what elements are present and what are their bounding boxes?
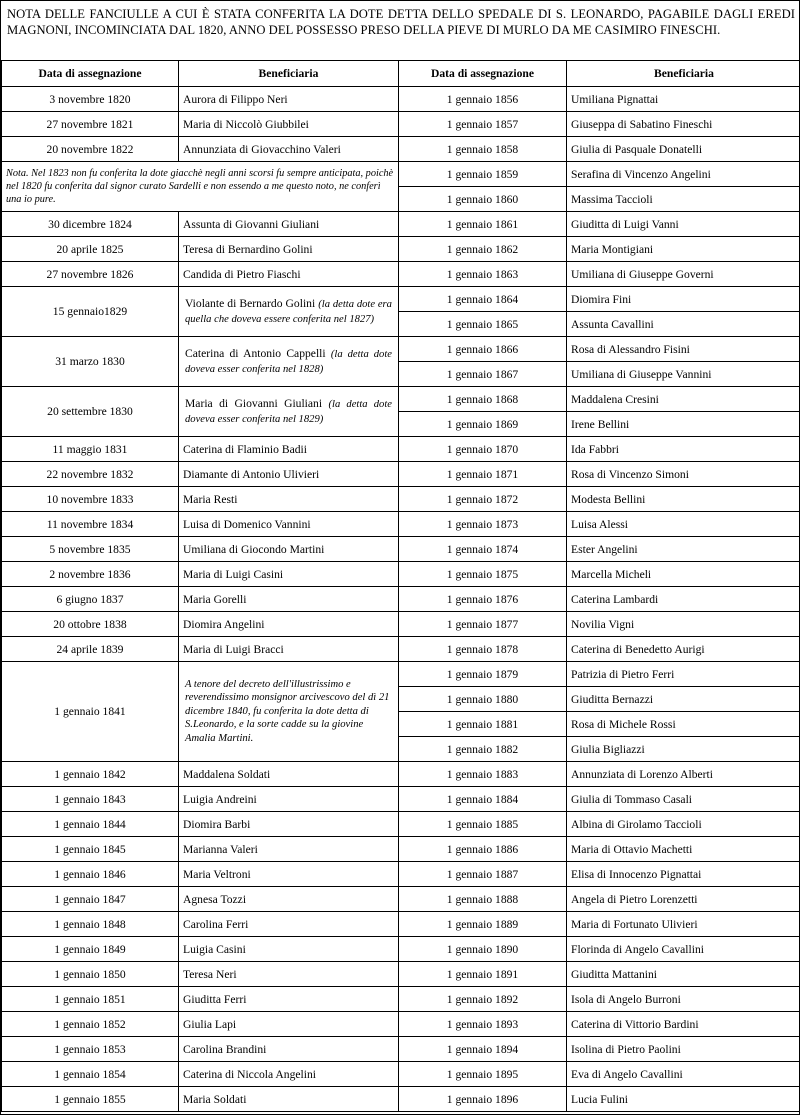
date-cell: 31 marzo 1830 [2,337,179,387]
beneficiary-cell: Maria di Luigi Casini [179,562,399,587]
date-cell: 1 gennaio 1882 [399,737,567,762]
beneficiary-cell: Irene Bellini [567,412,800,437]
beneficiary-cell: Florinda di Angelo Cavallini [567,937,800,962]
table-row [2,1037,800,1062]
beneficiary-cell: Annunziata di Lorenzo Alberti [567,762,800,787]
table-row [2,1087,800,1112]
beneficiary-cell: Rosa di Alessandro Fisini [567,337,800,362]
beneficiary-cell: Caterina di Flaminio Badii [179,437,399,462]
date-cell: 1 gennaio 1851 [2,987,179,1012]
date-cell: 1 gennaio 1848 [2,912,179,937]
table-row [2,487,800,512]
beneficiary-cell: Maddalena Cresini [567,387,800,412]
table-row [2,787,800,812]
beneficiary-cell: Umiliana di Giuseppe Governi [567,262,800,287]
dowry-table [1,60,800,1112]
beneficiary-cell: Assunta Cavallini [567,312,800,337]
document-title: NOTA DELLE FANCIULLE A CUI È STATA CONFERITA LA DOTE DETTA DELLO SPEDALE DI S. LEONARDO, PAGABILE DAGLI EREDI MAGNONI, INCOMINCIATA DAL 1820, ANNO DEL POSSESSO PRESO DELLA PIEVE DI MURLO DA ME CASIMIRO FINESCHI. [7,7,795,37]
table-row [2,462,800,487]
beneficiary-name: Maria di Giovanni Giuliani [185,396,323,410]
beneficiary-cell: Aurora di Filippo Neri [179,87,399,112]
date-cell: 1 gennaio 1878 [399,637,567,662]
date-cell: 1 gennaio 1884 [399,787,567,812]
beneficiary-cell: Rosa di Michele Rossi [567,712,800,737]
beneficiary-cell: Umiliana Pignattai [567,87,800,112]
date-cell: 1 gennaio 1874 [399,537,567,562]
table-row [2,912,800,937]
date-cell: 1 gennaio 1875 [399,562,567,587]
date-cell: 24 aprile 1839 [2,637,179,662]
header-beneficiary-right: Beneficiaria [567,61,800,87]
header-date-right: Data di assegnazione [399,61,567,87]
beneficiary-cell: Maria Soldati [179,1087,399,1112]
table-row [2,287,800,312]
beneficiary-cell: Modesta Bellini [567,487,800,512]
date-cell: 1 gennaio 1873 [399,512,567,537]
date-cell: 1 gennaio 1868 [399,387,567,412]
beneficiary-cell: Giulia Lapi [179,1012,399,1037]
table-row [2,762,800,787]
date-cell: 1 gennaio 1857 [399,112,567,137]
date-cell: 20 ottobre 1838 [2,612,179,637]
date-cell: 1 gennaio 1864 [399,287,567,312]
beneficiary-cell: Giuditta Mattanini [567,962,800,987]
beneficiary-cell: Albina di Girolamo Taccioli [567,812,800,837]
beneficiary-cell: Ida Fabbri [567,437,800,462]
date-cell: 1 gennaio 1860 [399,187,567,212]
date-cell: 1 gennaio 1887 [399,862,567,887]
date-cell: 1 gennaio 1859 [399,162,567,187]
table-row [2,437,800,462]
table-row [2,837,800,862]
date-cell: 22 novembre 1832 [2,462,179,487]
beneficiary-cell: Candida di Pietro Fiaschi [179,262,399,287]
date-cell: 10 novembre 1833 [2,487,179,512]
table-row [2,812,800,837]
date-cell: 1 gennaio 1888 [399,887,567,912]
table-row [2,862,800,887]
table-row [2,987,800,1012]
date-cell: 20 settembre 1830 [2,387,179,437]
date-cell: 1 gennaio 1853 [2,1037,179,1062]
date-cell: 1 gennaio 1861 [399,212,567,237]
table-row [2,1062,800,1087]
date-cell: 1 gennaio 1846 [2,862,179,887]
date-cell: 1 gennaio 1854 [2,1062,179,1087]
table-row [2,612,800,637]
beneficiary-cell: Umiliana di Giocondo Martini [179,537,399,562]
beneficiary-cell: Caterina Lambardi [567,587,800,612]
beneficiary-cell: Maria di Fortunato Ulivieri [567,912,800,937]
beneficiary-cell: A tenore del decreto dell'illustrissimo e reverendissimo monsignor arcivescovo del dì 21 dicembre 1840, fu conferita la dote detta di S.Leonardo, e la sorte cadde su la giovine Amalia Martini. [179,662,399,762]
table-row [2,337,800,362]
table-row [2,512,800,537]
date-cell: 1 gennaio 1841 [2,662,179,762]
beneficiary-cell: Luisa di Domenico Vannini [179,512,399,537]
table-row [2,162,800,187]
beneficiary-cell: Giulia Bigliazzi [567,737,800,762]
beneficiary-cell: Caterina di Vittorio Bardini [567,1012,800,1037]
beneficiary-cell: Giuseppa di Sabatino Fineschi [567,112,800,137]
beneficiary-cell: Novilia Vigni [567,612,800,637]
date-cell: 1 gennaio 1876 [399,587,567,612]
beneficiary-cell: Diamante di Antonio Ulivieri [179,462,399,487]
beneficiary-cell: Giuditta Bernazzi [567,687,800,712]
beneficiary-cell: Carolina Ferri [179,912,399,937]
table-row [2,237,800,262]
date-cell: 1 gennaio 1844 [2,812,179,837]
date-cell: 1 gennaio 1891 [399,962,567,987]
header-row [2,61,800,87]
date-cell: 15 gennaio1829 [2,287,179,337]
beneficiary-cell: Diomira Angelini [179,612,399,637]
table-row [2,637,800,662]
table-row [2,212,800,237]
beneficiary-cell: Luisa Alessi [567,512,800,537]
beneficiary-cell: Maria Veltroni [179,862,399,887]
beneficiary-cell: Agnesa Tozzi [179,887,399,912]
date-cell: 1 gennaio 1865 [399,312,567,337]
date-cell: 1 gennaio 1877 [399,612,567,637]
date-cell: 1 gennaio 1890 [399,937,567,962]
table-row [2,1012,800,1037]
date-cell: 1 gennaio 1842 [2,762,179,787]
date-cell: 1 gennaio 1856 [399,87,567,112]
table-row [2,662,800,687]
beneficiary-cell: Isolina di Pietro Paolini [567,1037,800,1062]
beneficiary-cell: Eva di Angelo Cavallini [567,1062,800,1087]
beneficiary-name: Violante di Bernardo Golini [185,296,316,310]
beneficiary-cell: Serafina di Vincenzo Angelini [567,162,800,187]
date-cell: 1 gennaio 1871 [399,462,567,487]
beneficiary-note: (la detta dote doveva esser conferita nel 1829) [185,398,392,425]
beneficiary-cell [179,337,399,387]
beneficiary-cell: Annunziata di Giovacchino Valeri [179,137,399,162]
date-cell: 1 gennaio 1866 [399,337,567,362]
beneficiary-cell: Ester Angelini [567,537,800,562]
beneficiary-cell: Maria di Ottavio Machetti [567,837,800,862]
date-cell: 1 gennaio 1892 [399,987,567,1012]
date-cell: 1 gennaio 1872 [399,487,567,512]
date-cell: 1 gennaio 1896 [399,1087,567,1112]
date-cell: 1 gennaio 1870 [399,437,567,462]
date-cell: 1 gennaio 1847 [2,887,179,912]
date-cell: 1 gennaio 1881 [399,712,567,737]
beneficiary-cell: Carolina Brandini [179,1037,399,1062]
note-1823: Nota. Nel 1823 non fu conferita la dote giacchè negli anni scorsi fu sempre anticipata, poichè nel 1820 fu conferita dal signor curato Sardelli e non essendo a me questo noto, ne conferì una io pure. [2,162,399,212]
beneficiary-cell: Giulia di Pasquale Donatelli [567,137,800,162]
beneficiary-cell: Marcella Micheli [567,562,800,587]
beneficiary-cell [179,387,399,437]
date-cell: 1 gennaio 1869 [399,412,567,437]
beneficiary-cell: Maria Resti [179,487,399,512]
beneficiary-cell: Caterina di Benedetto Aurigi [567,637,800,662]
table-row [2,887,800,912]
beneficiary-cell: Marianna Valeri [179,837,399,862]
table-row [2,562,800,587]
date-cell: 1 gennaio 1889 [399,912,567,937]
table-row [2,87,800,112]
date-cell: 1 gennaio 1852 [2,1012,179,1037]
date-cell: 1 gennaio 1886 [399,837,567,862]
date-cell: 1 gennaio 1883 [399,762,567,787]
beneficiary-cell: Isola di Angelo Burroni [567,987,800,1012]
beneficiary-cell: Teresa di Bernardino Golini [179,237,399,262]
beneficiary-cell: Giulia di Tommaso Casali [567,787,800,812]
beneficiary-cell: Maria Gorelli [179,587,399,612]
beneficiary-cell: Angela di Pietro Lorenzetti [567,887,800,912]
header-beneficiary-left: Beneficiaria [179,61,399,87]
date-cell: 20 aprile 1825 [2,237,179,262]
beneficiary-cell: Diomira Fini [567,287,800,312]
beneficiary-cell: Diomira Barbi [179,812,399,837]
date-cell: 2 novembre 1836 [2,562,179,587]
beneficiary-note: (la detta dote doveva esser conferita nel 1828) [185,348,392,375]
table-row [2,112,800,137]
beneficiary-cell: Maria di Niccolò Giubbilei [179,112,399,137]
date-cell: 3 novembre 1820 [2,87,179,112]
date-cell: 1 gennaio 1895 [399,1062,567,1087]
date-cell: 6 giugno 1837 [2,587,179,612]
date-cell: 30 dicembre 1824 [2,212,179,237]
date-cell: 27 novembre 1826 [2,262,179,287]
date-cell: 1 gennaio 1880 [399,687,567,712]
beneficiary-cell: Maria di Luigi Bracci [179,637,399,662]
beneficiary-cell: Luigia Casini [179,937,399,962]
table-row [2,537,800,562]
beneficiary-name: Caterina di Antonio Cappelli [185,346,326,360]
date-cell: 1 gennaio 1862 [399,237,567,262]
date-cell: 5 novembre 1835 [2,537,179,562]
table-row [2,137,800,162]
beneficiary-cell: Patrizia di Pietro Ferri [567,662,800,687]
beneficiary-cell [179,287,399,337]
beneficiary-cell: Giuditta di Luigi Vanni [567,212,800,237]
table-row [2,962,800,987]
beneficiary-cell: Maddalena Soldati [179,762,399,787]
date-cell: 1 gennaio 1850 [2,962,179,987]
date-cell: 1 gennaio 1893 [399,1012,567,1037]
beneficiary-cell: Giuditta Ferri [179,987,399,1012]
date-cell: 1 gennaio 1863 [399,262,567,287]
date-cell: 1 gennaio 1855 [2,1087,179,1112]
beneficiary-cell: Teresa Neri [179,962,399,987]
table-row [2,587,800,612]
beneficiary-cell: Luigia Andreini [179,787,399,812]
beneficiary-cell: Umiliana di Giuseppe Vannini [567,362,800,387]
table-row [2,387,800,412]
date-cell: 1 gennaio 1867 [399,362,567,387]
date-cell: 1 gennaio 1885 [399,812,567,837]
date-cell: 1 gennaio 1845 [2,837,179,862]
date-cell: 20 novembre 1822 [2,137,179,162]
date-cell: 1 gennaio 1843 [2,787,179,812]
date-cell: 1 gennaio 1894 [399,1037,567,1062]
beneficiary-cell: Caterina di Niccola Angelini [179,1062,399,1087]
date-cell: 1 gennaio 1849 [2,937,179,962]
date-cell: 11 maggio 1831 [2,437,179,462]
beneficiary-cell: Elisa di Innocenzo Pignattai [567,862,800,887]
beneficiary-cell: Lucia Fulini [567,1087,800,1112]
table-row [2,937,800,962]
table-row [2,262,800,287]
beneficiary-note: (la detta dote era quella che doveva essere conferita nel 1827) [185,298,392,325]
date-cell: 1 gennaio 1879 [399,662,567,687]
header-date-left: Data di assegnazione [2,61,179,87]
date-cell: 1 gennaio 1858 [399,137,567,162]
beneficiary-cell: Rosa di Vincenzo Simoni [567,462,800,487]
beneficiary-cell: Maria Montigiani [567,237,800,262]
beneficiary-cell: Massima Taccioli [567,187,800,212]
date-cell: 11 novembre 1834 [2,512,179,537]
date-cell: 27 novembre 1821 [2,112,179,137]
beneficiary-cell: Assunta di Giovanni Giuliani [179,212,399,237]
